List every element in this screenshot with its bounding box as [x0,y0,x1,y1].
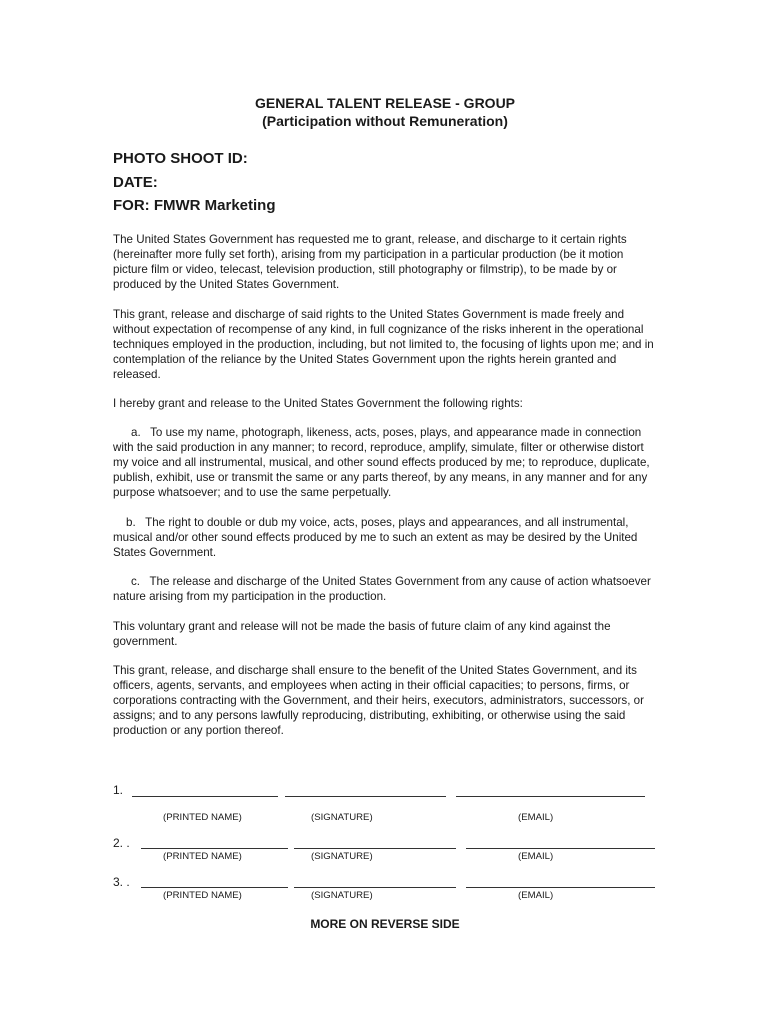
right-b: b. The right to double or dub my voice, acts, poses, plays and appearances, and all instrumental, musical and/or other sound effects produced by me to such an extent as may be desired by the United States Government. [113,516,638,559]
signature-caption-3: (SIGNATURE) [311,890,373,901]
paragraph-voluntary: This voluntary grant and release will not be made the basis of future claim of any kind against the government. [113,620,611,648]
printed-name-caption-3: (PRINTED NAME) [163,890,242,901]
document-title: GENERAL TALENT RELEASE - GROUP [254,95,516,111]
date-label: DATE: [113,174,158,191]
email-line-1[interactable] [456,796,645,797]
document-subtitle: (Participation without Remuneration) [262,113,508,129]
signature-line-3[interactable] [294,887,456,888]
signature-caption-1: (SIGNATURE) [311,812,373,823]
email-caption-3: (EMAIL) [518,890,554,901]
photo-shoot-id-label: PHOTO SHOOT ID: [113,150,248,167]
email-caption-2: (EMAIL) [518,851,554,862]
signature-row-2-number: 2. . [113,836,130,850]
reverse-side-note: MORE ON REVERSE SIDE [310,917,460,931]
right-a: a. To use my name, photograph, likeness, acts, poses, plays, and appearance made in connection with the said production in any manner; to record, reproduce, amplify, simulate, filter or otherwise distort my voice and all instrumental, musical, and other sound effects produced by me; to reproduce, duplicate, publish, exhibit, use or transmit the same or any parts thereof, by any means, in any manner and for any purpose whatsoever; and to use the same perpetually. [113,426,650,499]
signature-row-3-number: 3. . [113,875,130,889]
for-label: FOR: FMWR Marketing [113,197,276,214]
printed-name-line-2[interactable] [141,848,288,849]
email-line-3[interactable] [466,887,655,888]
signature-caption-2: (SIGNATURE) [311,851,373,862]
email-caption-1: (EMAIL) [518,812,554,823]
email-line-2[interactable] [466,848,655,849]
paragraph-benefit: This grant, release, and discharge shall ensure to the benefit of the United States Government, and its officers, agents, servants, and employees when acting in their official capacities; to persons, firms, or corporations contracting with the Government, and their heirs, executors, administrators, successors, or assigns; and to any persons lawfully reproducing, distributing, exhibiting, or otherwise using the said production or any portion thereof. [113,664,644,737]
printed-name-line-1[interactable] [132,796,278,797]
printed-name-caption-1: (PRINTED NAME) [163,812,242,823]
signature-line-2[interactable] [294,848,456,849]
right-c: c. The release and discharge of the United States Government from any cause of action whatsoever nature arising from my participation in the production. [113,575,651,603]
paragraph-request: The United States Government has requested me to grant, release, and discharge to it certain rights (hereinafter more fully set forth), arising from my participation in a particular production (be it motion picture film or video, telecast, television production, still photography or filmstrip), to be made by or produced by the United States Government. [113,233,627,291]
paragraph-grant: This grant, release and discharge of said rights to the United States Government is made freely and without expectation of recompense of any kind, in full cognizance of the risks inherent in the operational techniques employed in the production, including, but not limited to, the focusing of lights upon me; and in contemplation of the reliance by the United States Government upon the rights herein granted and released. [113,308,654,381]
signature-row-1-number: 1. [113,783,124,797]
paragraph-rights-intro: I hereby grant and release to the United States Government the following rights: [113,397,523,410]
printed-name-caption-2: (PRINTED NAME) [163,851,242,862]
signature-line-1[interactable] [285,796,446,797]
printed-name-line-3[interactable] [141,887,288,888]
